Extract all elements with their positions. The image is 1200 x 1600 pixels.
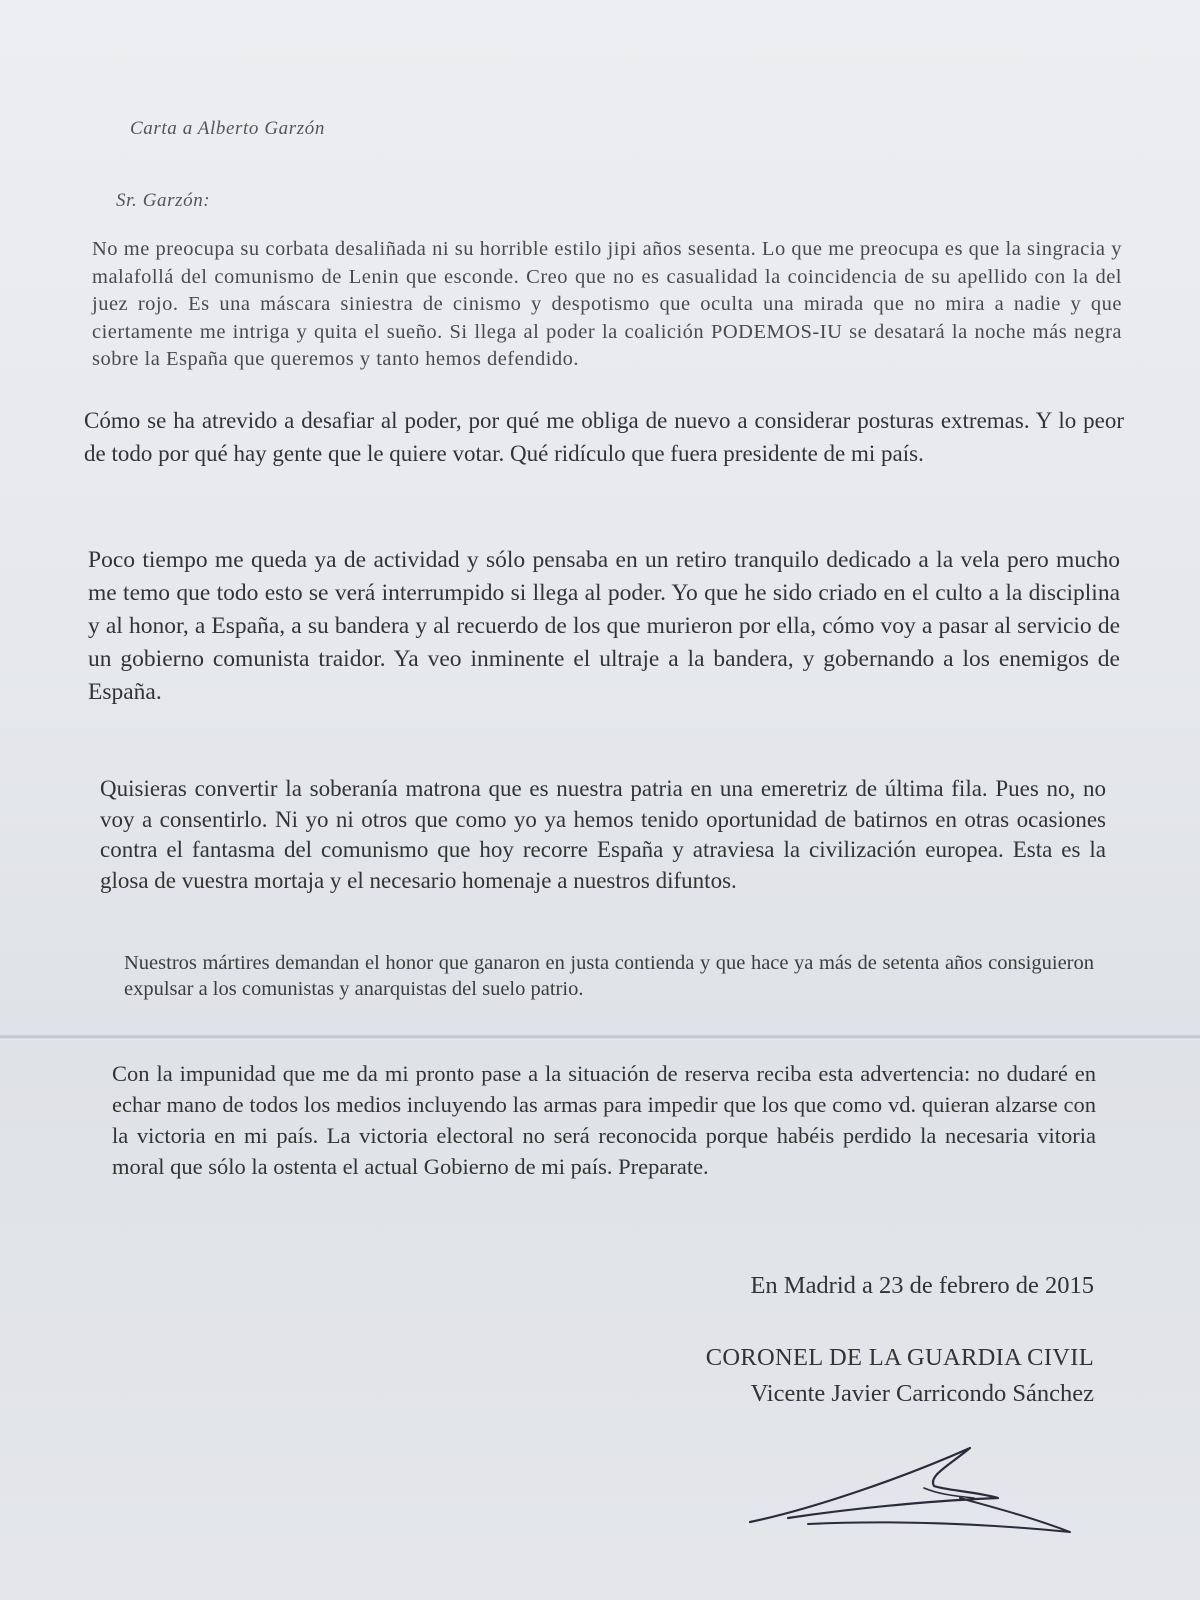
signature-icon: [748, 1440, 1088, 1540]
letter-title: Carta a Alberto Garzón: [130, 118, 325, 139]
paper-fold-line: [0, 1034, 1200, 1040]
paragraph-3: Poco tiempo me queda ya de actividad y sólo pensaba en un retiro tranquilo dedicado a la vela pero mucho me temo que todo esto se verá interrumpido si llega al poder. Yo que he sido criado en el culto a la disciplina y al honor, a España, a su bandera y al recuerdo de los que murieron por ella, cómo voy a pasar al servicio de un gobierno comunista traidor. Ya veo inminente el ultraje a la bandera, y gobernando a los enemigos de España.: [88, 547, 1120, 705]
signer-name: Vicente Javier Carricondo Sánchez: [750, 1380, 1094, 1407]
paragraph-4: Quisieras convertir la soberanía matrona que es nuestra patria en una emeretriz de última fila. Pues no, no voy a consentirlo. Ni yo ni otros que como yo ya hemos tenido oportunidad de batirnos en otras ocasiones contra el fantasma del comunismo que hoy recorre España y atraviesa la civilización europea. Esta es la glosa de vuestra mortaja y el necesario homenaje a nuestros difuntos.: [100, 776, 1106, 893]
paragraph-1: No me preocupa su corbata desaliñada ni su horrible estilo jipi años sesenta. Lo que me preocupa es que la singracia y malafollá del comunismo de Lenin que esconde. Creo que no es casualidad la coincidencia de su apellido con la del juez rojo. Es una máscara siniestra de cinismo y despotismo que oculta una mirada que no mira a nadie y que ciertamente me intriga y quita el sueño. Si llega al poder la coalición PODEMOS-IU se desatará la noche más negra sobre la España que queremos y tanto hemos defendido.: [92, 238, 1122, 370]
paragraph-6: Con la impunidad que me da mi pronto pase a la situación de reserva reciba esta advertencia: no dudaré en echar mano de todos los medios incluyendo las armas para impedir que los que como vd. quieran alzarse con la victoria en mi país. La victoria electoral no será reconocida porque habéis perdido la necesaria vitoria moral que sólo la ostenta el actual Gobierno de mi país. Preparate.: [112, 1061, 1096, 1179]
paragraph-2: Cómo se ha atrevido a desafiar al poder, por qué me obliga de nuevo a considerar posturas extremas. Y lo peor de todo por qué hay gente que le quiere votar. Qué ridículo que fuera presidente de mi país.: [84, 408, 1124, 466]
paragraph-5: Nuestros mártires demandan el honor que ganaron en justa contienda y que hace ya más de setenta años consiguieron expulsar a los comunistas y anarquistas del suelo patrio.: [124, 952, 1094, 1000]
salutation: Sr. Garzón:: [116, 190, 211, 211]
date-line: En Madrid a 23 de febrero de 2015: [750, 1272, 1094, 1299]
signer-rank: CORONEL DE LA GUARDIA CIVIL: [705, 1344, 1094, 1371]
